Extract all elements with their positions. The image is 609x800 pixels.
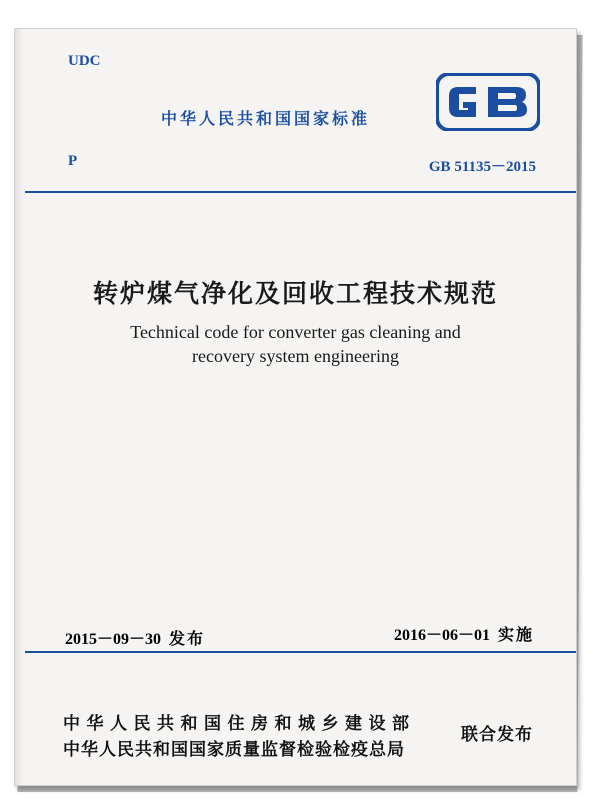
book-cover (14, 28, 577, 786)
standard-type-label: 中华人民共和国国家标准 (161, 109, 371, 128)
title-english-line1: Technical code for converter gas cleaning and (130, 322, 461, 342)
category-code: P (68, 153, 78, 169)
title-english (15, 320, 576, 368)
implement-date: 2016－06－01 (393, 627, 490, 644)
issue-label: 发布 (169, 629, 206, 648)
bottom-divider (25, 651, 576, 653)
top-divider (25, 191, 576, 193)
standard-number: GB 51135－2015 (428, 159, 536, 175)
issuing-authorities (63, 711, 416, 763)
implement-date-block (394, 622, 534, 645)
issue-date: 2015－09－30 (65, 631, 162, 648)
issuer-ministry-housing: 中华人民共和国住房和城乡建设部 (63, 714, 416, 734)
title-english-line2: recovery system engineering (192, 346, 399, 366)
implement-label: 实施 (497, 625, 534, 644)
gb-logo-icon (436, 73, 540, 131)
joint-issue-label: 联合发布 (461, 725, 533, 745)
issue-date-block (65, 626, 205, 649)
issuer-aqsiq: 中华人民共和国国家质量监督检验检疫总局 (63, 740, 405, 760)
udc-label: UDC (68, 53, 101, 69)
title-chinese: 转炉煤气净化及回收工程技术规范 (92, 279, 498, 308)
